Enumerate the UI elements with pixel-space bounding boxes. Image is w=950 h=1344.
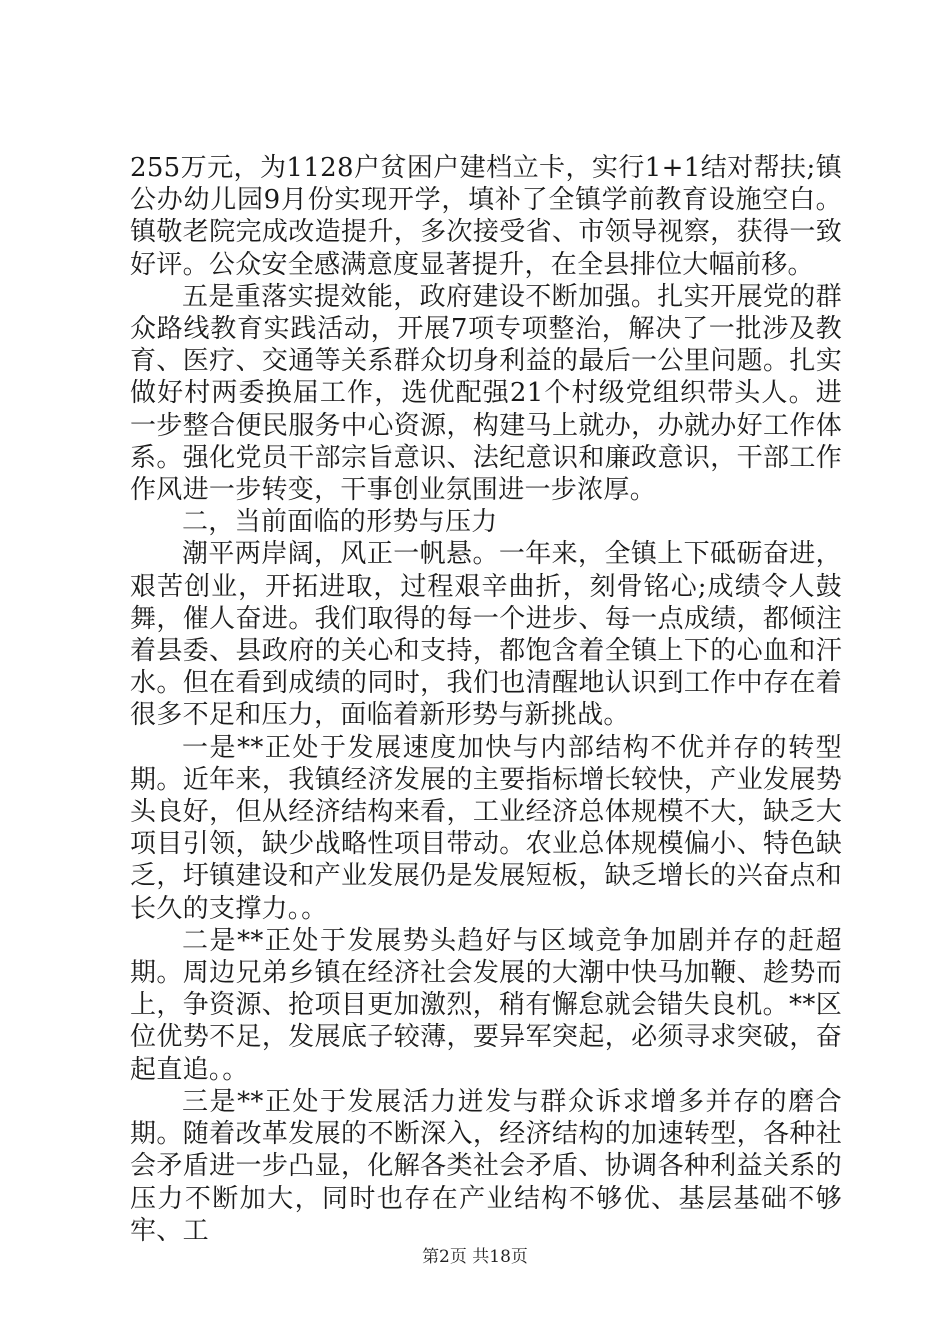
paragraph-6: 三是**正处于发展活力迸发与群众诉求增多并存的磨合期。随着改革发展的不断深入，经济结构的加速转型，各种社会矛盾进一步凸显，化解各类社会矛盾、协调各种利益关系的压力不断加大，同时也存在产业结构不够优、基层基础不够牢、工 bbox=[130, 1086, 842, 1246]
section-heading: 二，当前面临的形势与压力 bbox=[182, 507, 498, 538]
page-footer: 第2页 共18页 bbox=[422, 1247, 528, 1267]
document-body bbox=[130, 152, 842, 1247]
paragraph-3: 潮平两岸阔，风正一帆悬。一年来，全镇上下砥砺奋进，艰苦创业，开拓进取，过程艰辛曲折，刻骨铭心;成绩令人鼓舞，催人奋进。我们取得的每一个进步、每一点成绩，都倾注着县委、县政府的关心和支持，都饱含着全镇上下的心血和汗水。但在看到成绩的同时，我们也清醒地认识到工作中存在着很多不足和压力，面临着新形势与新挑战。 bbox=[130, 539, 842, 731]
paragraph-4: 一是**正处于发展速度加快与内部结构不优并存的转型期。近年来，我镇经济发展的主要指标增长较快，产业发展势头良好，但从经济结构来看，工业经济总体规模不大，缺乏大项目引领，缺少战略性项目带动。农业总体规模偏小、特色缺乏，圩镇建设和产业发展仍是发展短板，缺乏增长的兴奋点和长久的支撑力。。 bbox=[130, 732, 842, 924]
paragraph-1: 255万元，为1128户贫困户建档立卡，实行1+1结对帮扶;镇公办幼儿园9月份实现开学，填补了全镇学前教育设施空白。镇敬老院完成改造提升，多次接受省、市领导视察，获得一致好评。公众安全感满意度显著提升，在全县排位大幅前移。 bbox=[130, 153, 842, 280]
paragraph-5: 二是**正处于发展势头趋好与区域竞争加剧并存的赶超期。周边兄弟乡镇在经济社会发展的大潮中快马加鞭、趁势而上，争资源、抢项目更加激烈，稍有懈怠就会错失良机。**区位优势不足，发展底子较薄，要异军突起，必须寻求突破，奋起直追。。 bbox=[130, 925, 842, 1085]
paragraph-2: 五是重落实提效能，政府建设不断加强。扎实开展党的群众路线教育实践活动，开展7项专项整治，解决了一批涉及教育、医疗、交通等关系群众切身利益的最后一公里问题。扎实做好村两委换届工作，选优配强21个村级党组织带头人。进一步整合便民服务中心资源，构建马上就办，办就办好工作体系。强化党员干部宗旨意识、法纪意识和廉政意识，干部工作作风进一步转变，干事创业氛围进一步浓厚。 bbox=[130, 281, 842, 506]
